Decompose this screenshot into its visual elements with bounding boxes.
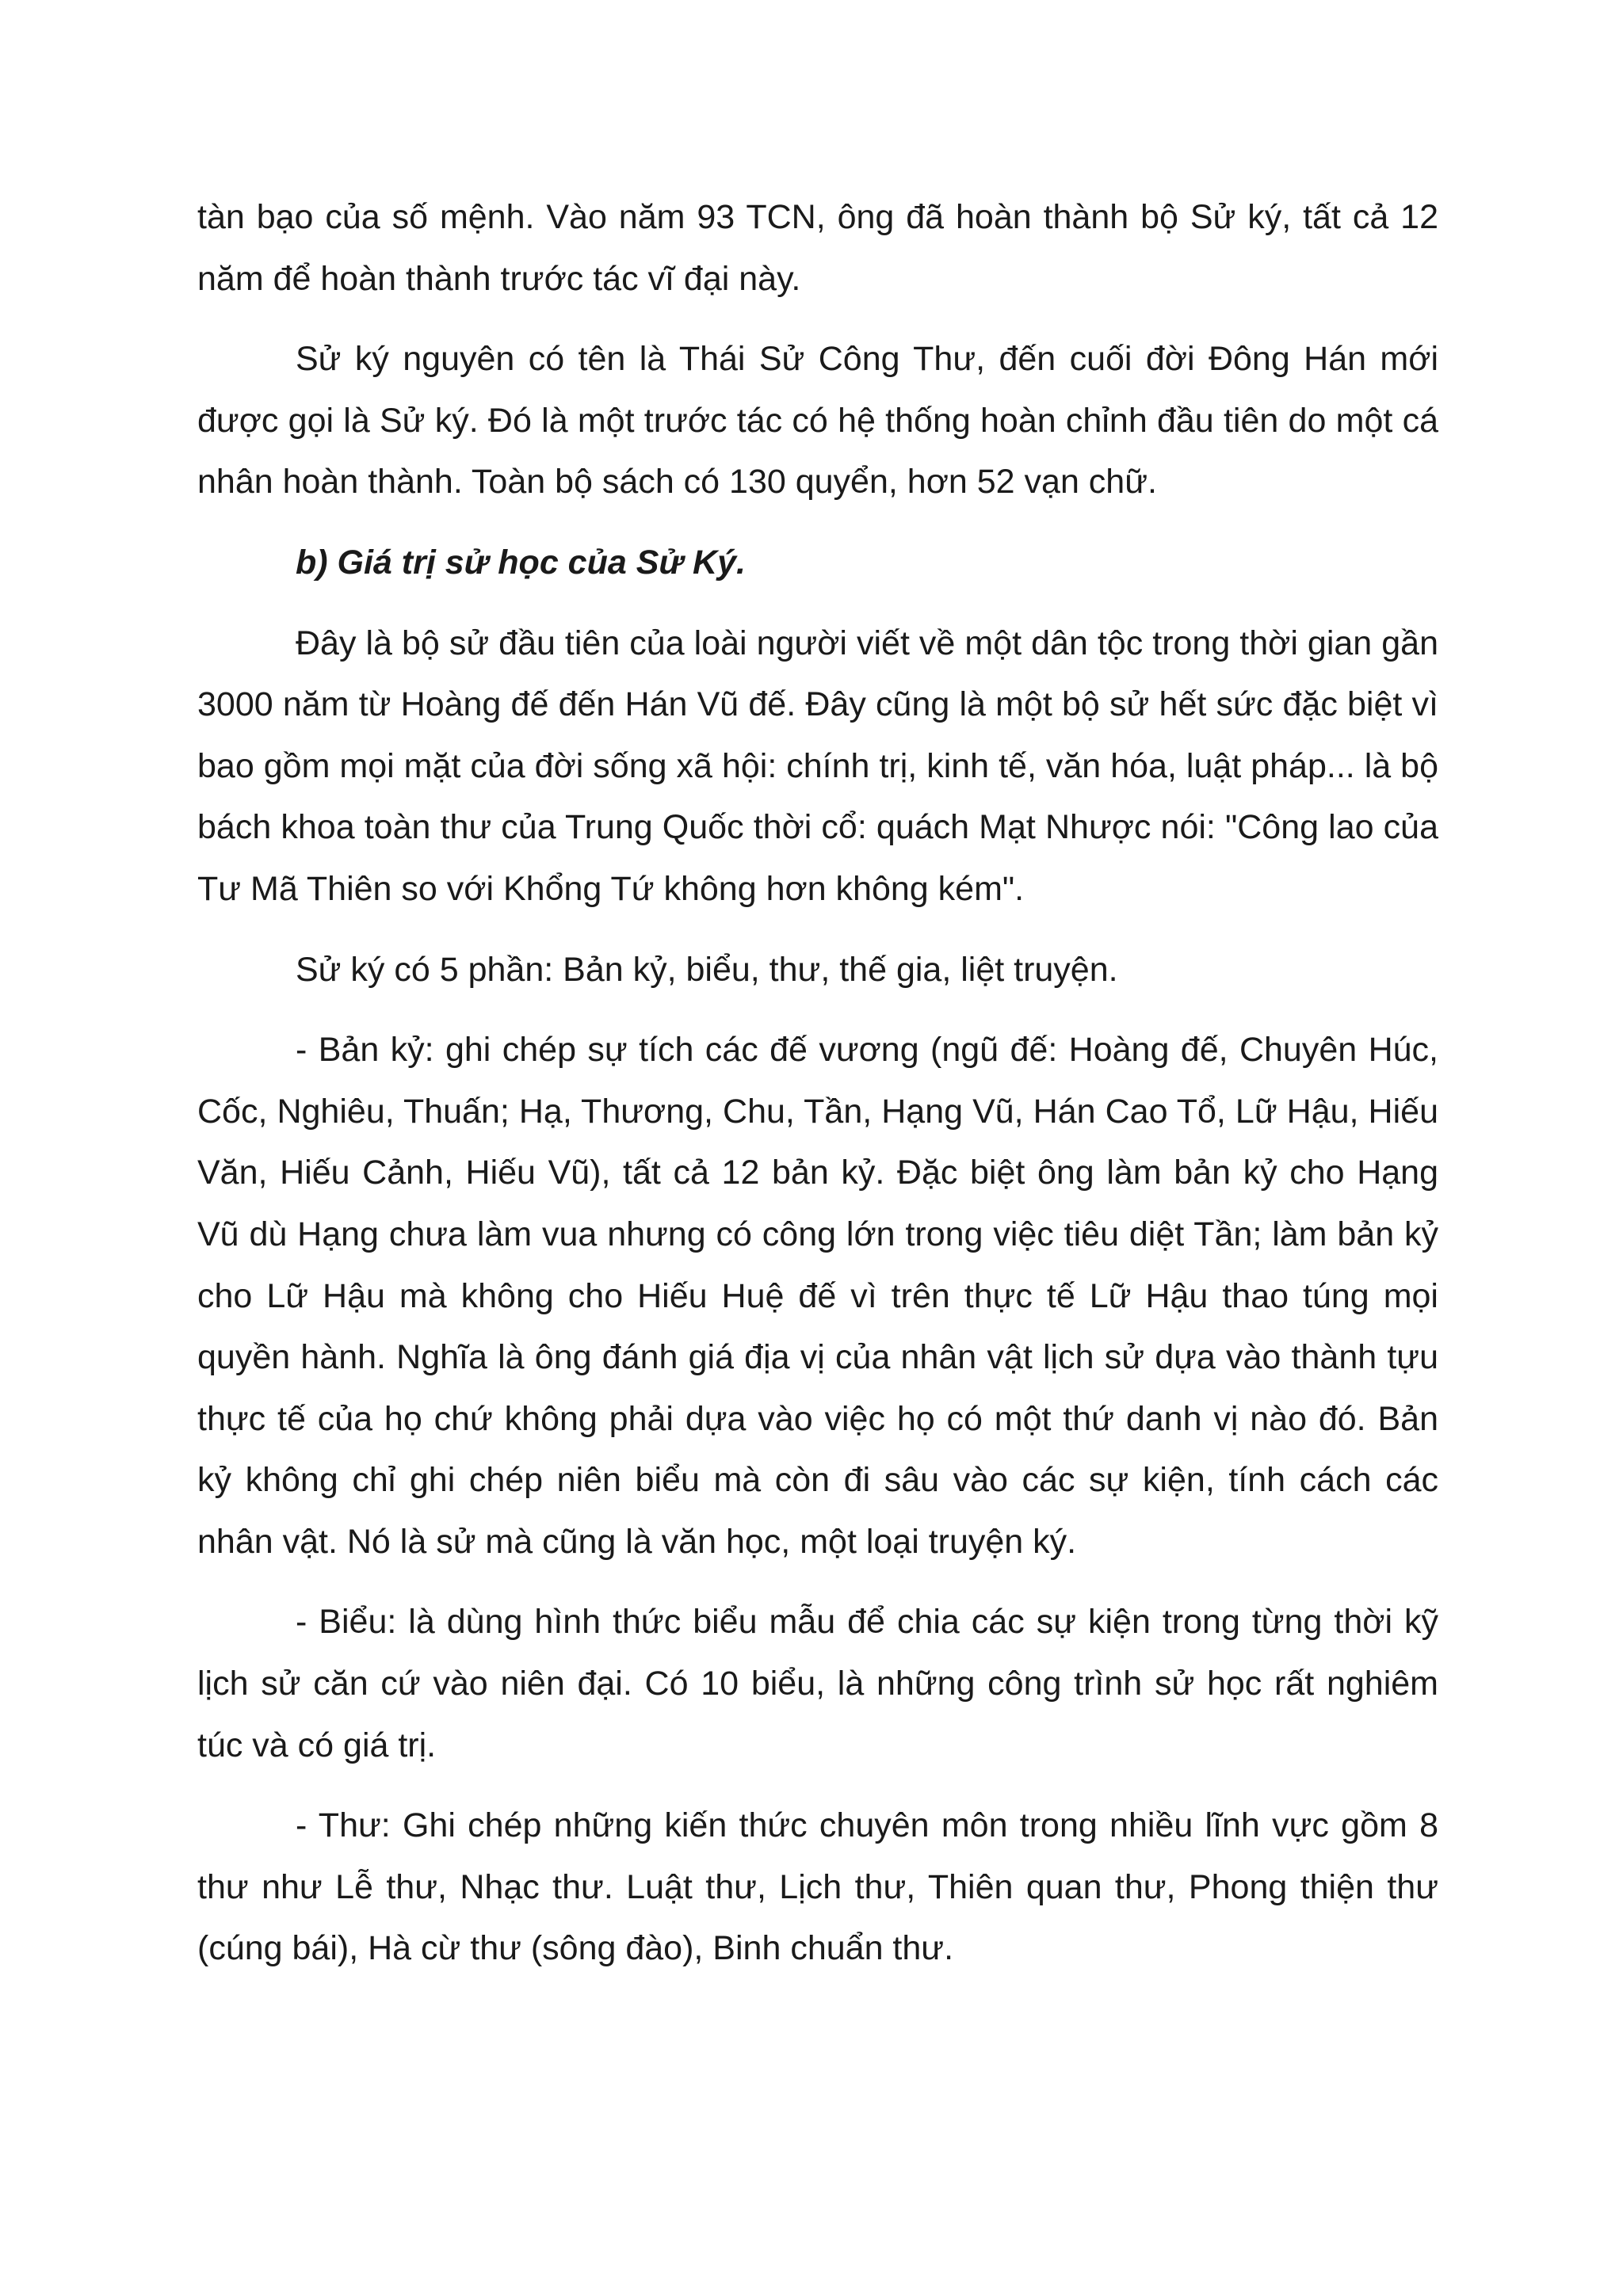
paragraph-continuation: tàn bạo của số mệnh. Vào năm 93 TCN, ông đã hoàn thành bộ Sử ký, tất cả 12 năm để hoàn thành trước tác vĩ đại này. xyxy=(197,198,1438,298)
paragraph-ban-ky: - Bản kỷ: ghi chép sự tích các đế vương (ngũ đế: Hoàng đế, Chuyên Húc, Cốc, Nghiêu, Thuấn; Hạ, Thương, Chu, Tần, Hạng Vũ, Hán Cao Tổ, Lữ Hậu, Hiếu Văn, Hiếu Cảnh, Hiếu Vũ), tất cả 12 bản kỷ. Đặc biệt ông làm bản kỷ cho Hạng Vũ dù Hạng chưa làm vua nhưng có công lớn trong việc tiêu diệt Tần; làm bản kỷ cho Lữ Hậu mà không cho Hiếu Huệ đế vì trên thực tế Lữ Hậu thao túng mọi quyền hành. Nghĩa là ông đánh giá địa vị của nhân vật lịch sử dựa vào thành tựu thực tế của họ chứ không phải dựa vào việc họ có một thứ danh vị nào đó. Bản kỷ không chỉ ghi chép niên biểu mà còn đi sâu vào các sự kiện, tính cách các nhân vật. Nó là sử mà cũng là văn học, một loại truyện ký. xyxy=(197,1031,1438,1561)
paragraph-su-ky-origin: Sử ký nguyên có tên là Thái Sử Công Thư, đến cuối đời Đông Hán mới được gọi là Sử ký. Đó là một trước tác có hệ thống hoàn chỉnh đầu tiên do một cá nhân hoàn thành. Toàn bộ sách có 130 quyển, hơn 52 vạn chữ. xyxy=(197,340,1438,502)
paragraph-thu: - Thư: Ghi chép những kiến thức chuyên môn trong nhiều lĩnh vực gồm 8 thư như Lễ thư, Nhạc thư. Luật thư, Lịch thư, Thiên quan thư, Phong thiện thư (cúng bái), Hà cừ thư (sông đào), Binh chuẩn thư. xyxy=(197,1806,1438,1968)
paragraph-bieu: - Biểu: là dùng hình thức biểu mẫu để chia các sự kiện trong từng thời kỹ lịch sử căn cứ vào niên đại. Có 10 biểu, là những công trình sử học rất nghiêm túc và có giá trị. xyxy=(197,1603,1438,1764)
paragraph-historical-value: Đây là bộ sử đầu tiên của loài người viết về một dân tộc trong thời gian gần 3000 năm từ Hoàng đế đến Hán Vũ đế. Đây cũng là một bộ sử hết sức đặc biệt vì bao gồm mọi mặt của đời sống xã hội: chính trị, kinh tế, văn hóa, luật pháp... là bộ bách khoa toàn thư của Trung Quốc thời cổ: quách Mạt Nhược nói: "Công lao của Tư Mã Thiên so với Khổng Tứ không hơn không kém". xyxy=(197,624,1438,908)
document-body xyxy=(197,187,1438,1999)
section-heading: b) Giá trị sử học của Sử Ký. xyxy=(296,543,746,582)
paragraph-five-parts: Sử ký có 5 phần: Bản kỷ, biểu, thư, thế gia, liệt truyện. xyxy=(296,950,1118,989)
